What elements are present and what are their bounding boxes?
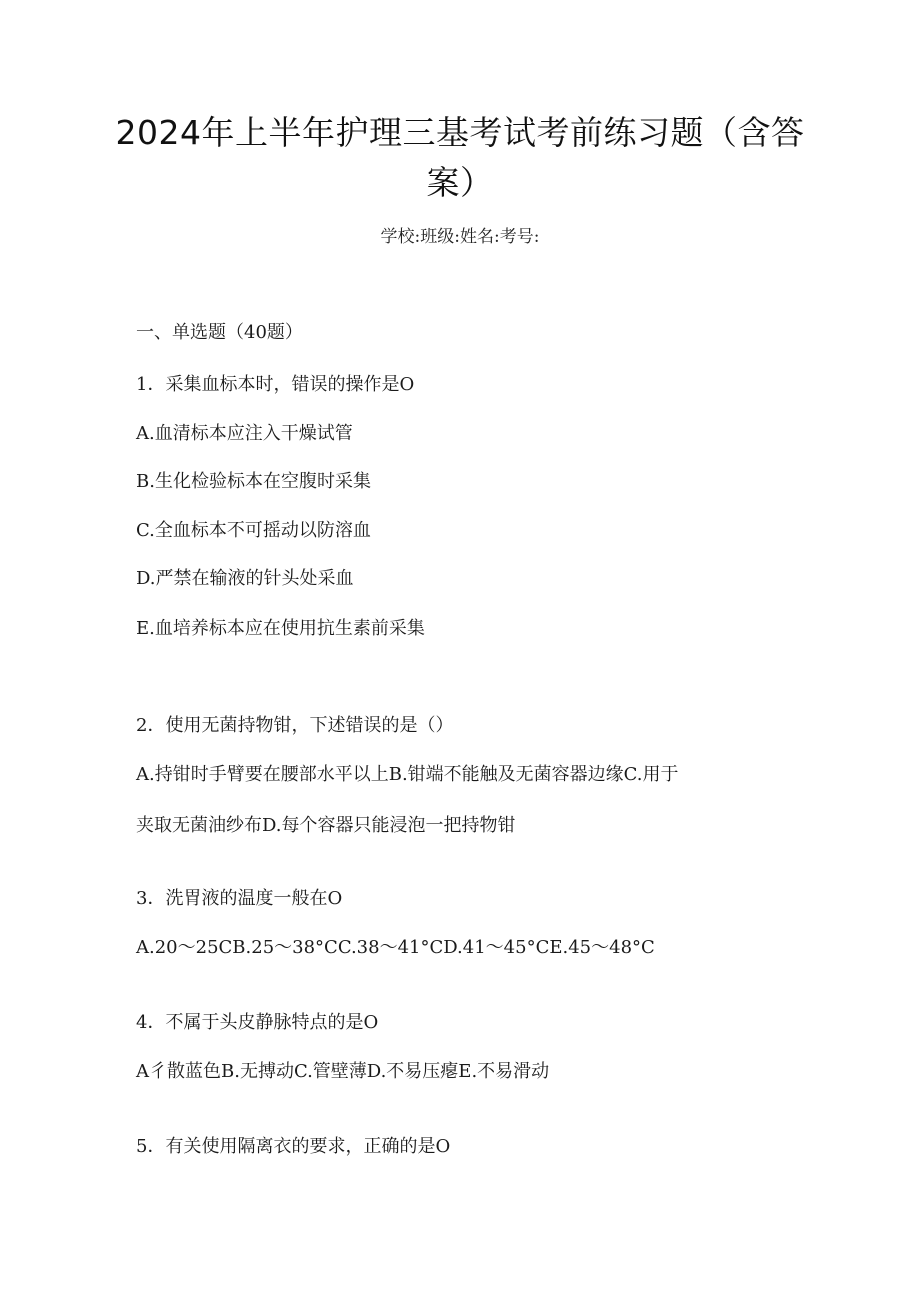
document-title: 2024年上半年护理三基考试考前练习题（含答案） bbox=[115, 113, 805, 202]
question-1-option-d: D.严禁在输液的针头处采血 bbox=[136, 568, 354, 589]
question-stem-4: 4．不属于头皮静脉特点的是O bbox=[136, 1012, 379, 1033]
question-1-option-e: E.血培养标本应在使用抗生素前采集 bbox=[136, 618, 425, 639]
question-3-options: A.20～25CB.25～38°CC.38～41°CD.41～45°CE.45～48°C bbox=[136, 937, 655, 958]
question-stem-1: 1．采集血标本时，错误的操作是O bbox=[136, 374, 415, 395]
question-2-options-line-2: 夹取无菌油纱布D.每个容器只能浸泡一把持物钳 bbox=[136, 815, 516, 836]
question-4-options: A彳散蓝色B.无搏动C.管壁薄D.不易压瘪E.不易滑动 bbox=[136, 1061, 550, 1082]
question-2-options-line-1: A.持钳时手臂要在腰部水平以上B.钳端不能触及无菌容器边缘C.用于 bbox=[136, 764, 679, 785]
question-1-option-a: A.血清标本应注入干燥试管 bbox=[136, 423, 353, 444]
question-stem-5: 5．有关使用隔离衣的要求，正确的是O bbox=[136, 1136, 451, 1157]
question-stem-3: 3．洗胃液的温度一般在O bbox=[136, 888, 343, 909]
question-1-option-c: C.全血标本不可摇动以防溶血 bbox=[136, 520, 371, 541]
student-info-line: 学校:班级:姓名:考号: bbox=[380, 227, 540, 247]
question-stem-2: 2．使用无菌持物钳，下述错误的是（） bbox=[136, 715, 454, 736]
question-1-option-b: B.生化检验标本在空腹时采集 bbox=[136, 471, 371, 492]
section-heading: 一、单选题（40题） bbox=[136, 322, 303, 343]
